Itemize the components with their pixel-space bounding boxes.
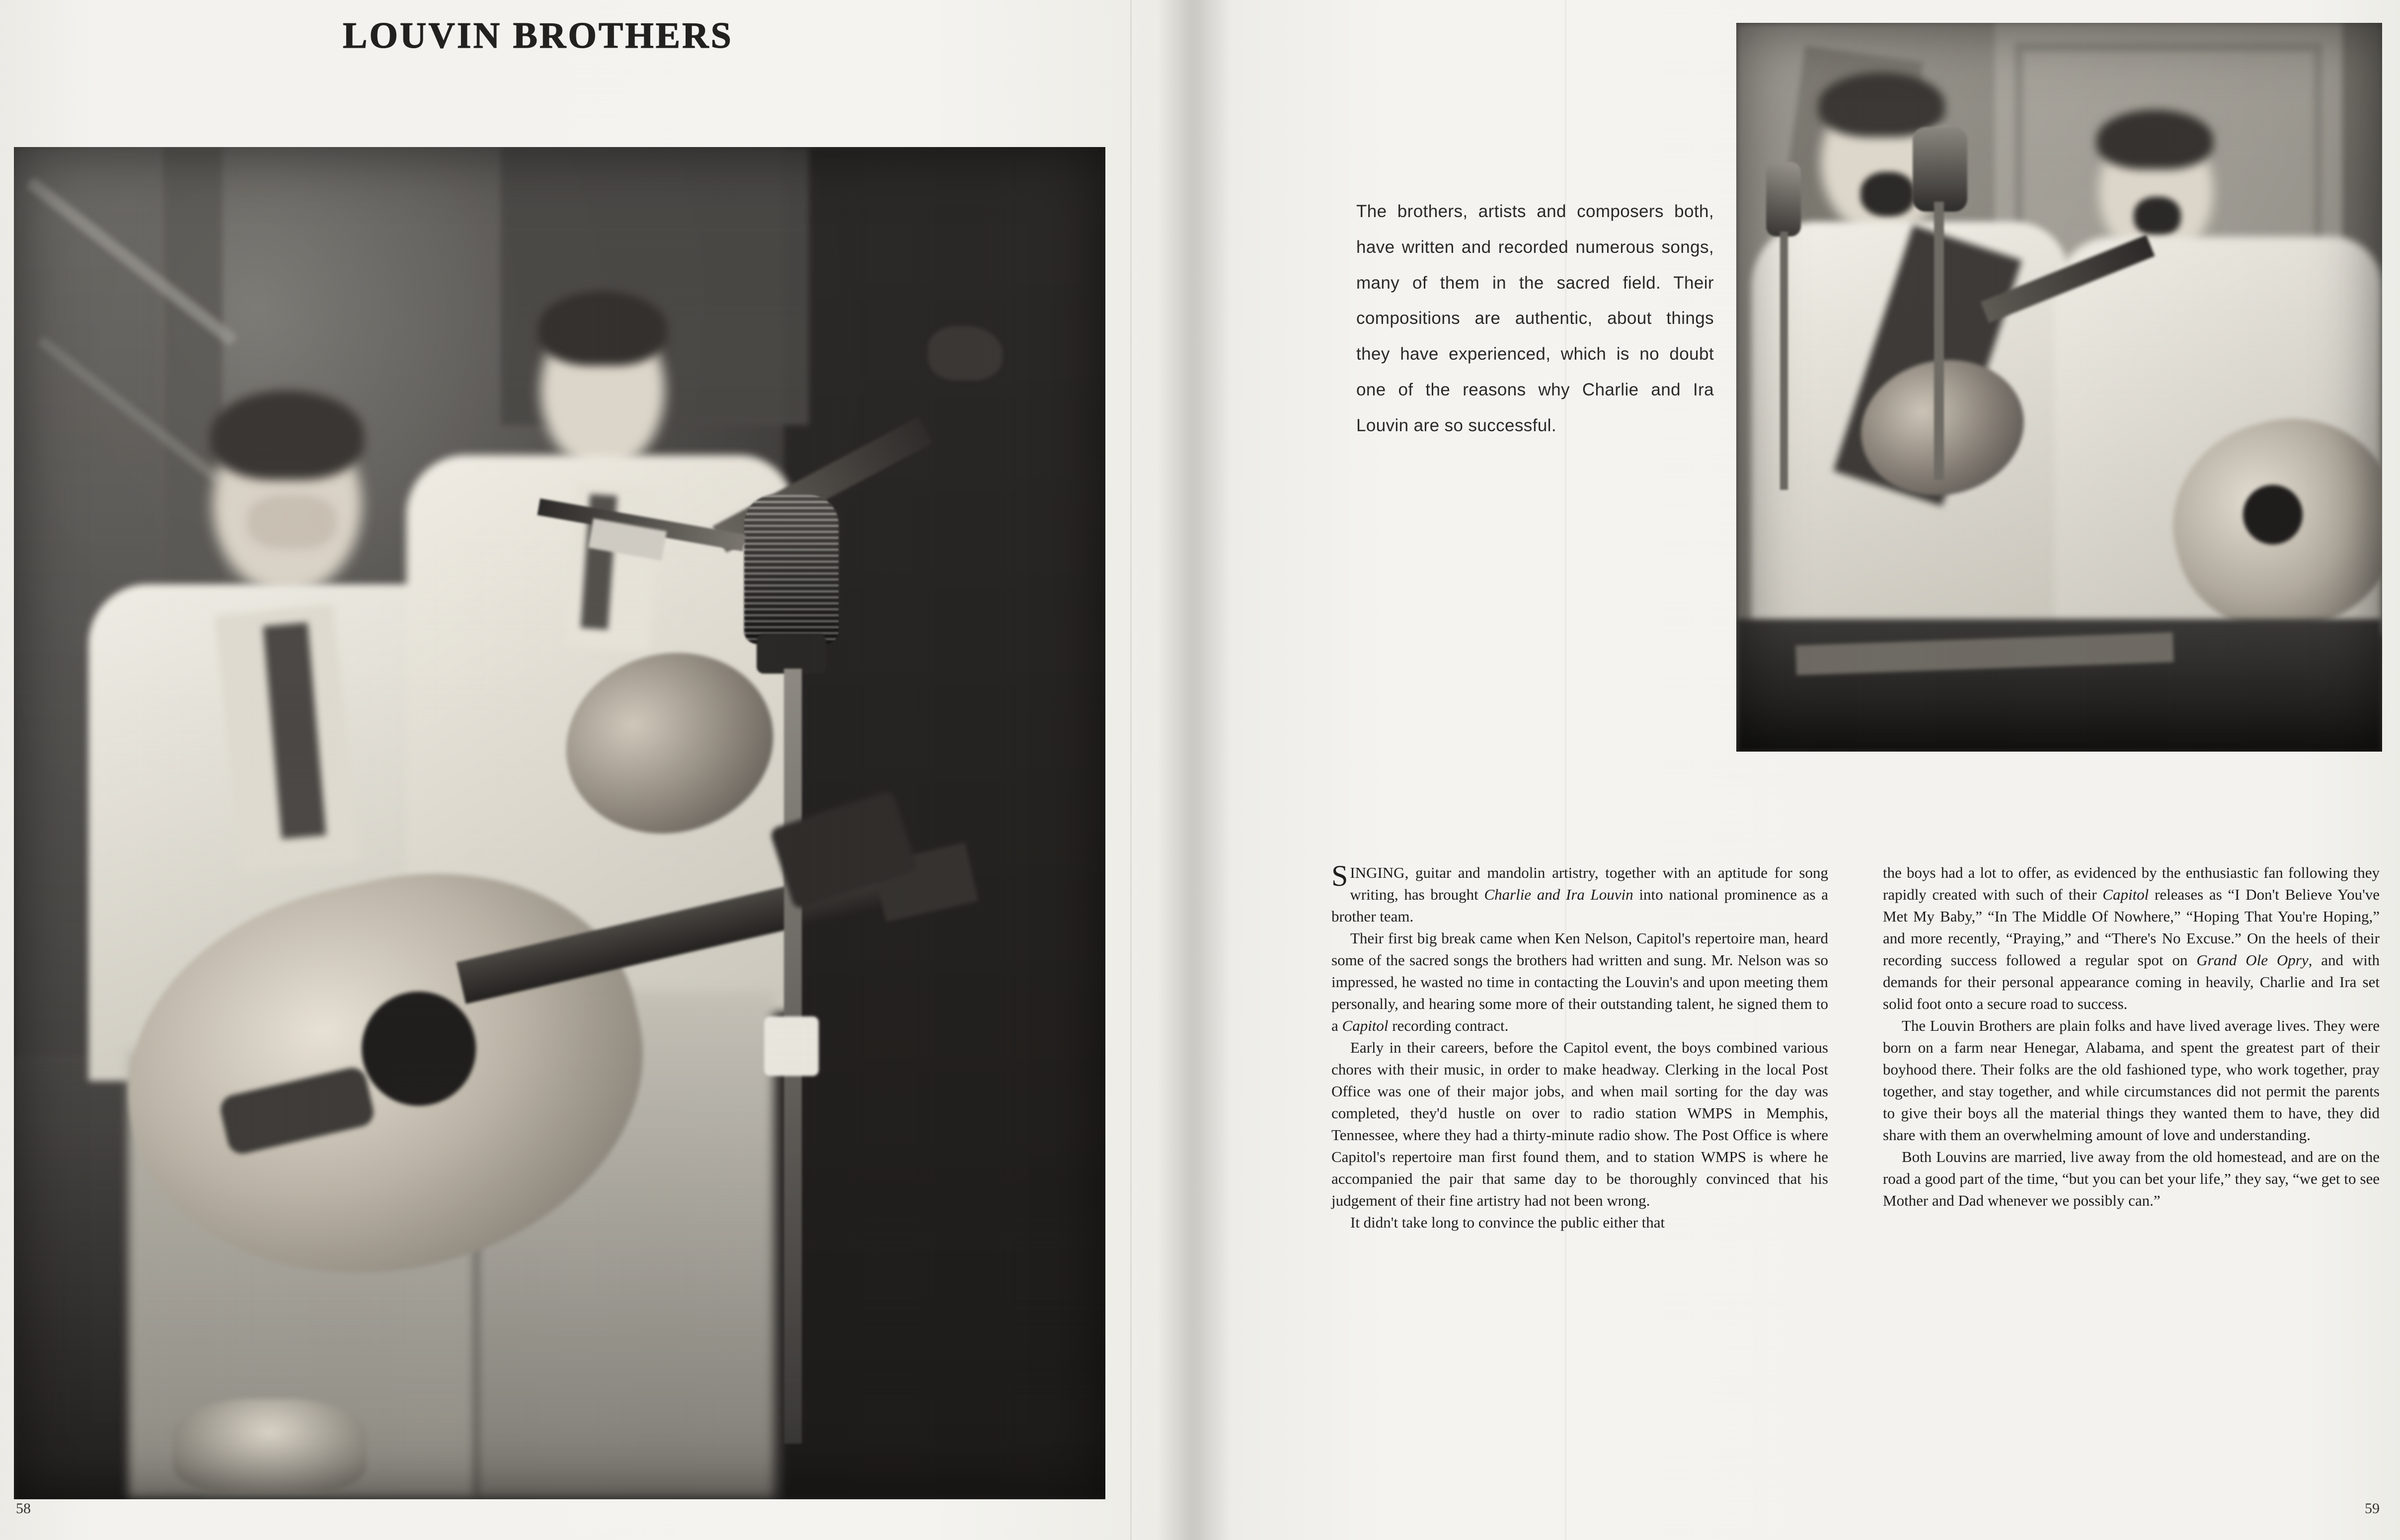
article-column-1 (1331, 859, 1828, 1233)
page-title: LOUVIN BROTHERS (343, 15, 733, 56)
article-paragraph: Early in their careers, before the Capitol event, the boys combined various chores with their music, in order to make headway. Clerking in the local Post Office was one of their major jobs, and when mail sorting for the day was completed, they'd hustle on over to radio station WMPS in Memphis, Tennessee, where they had a thirty-minute radio show. The Post Office is where Capitol's repertoire man first found them, and to station WMPS is where he accompanied the pair that same day to be thoroughly convinced that his judgement of their fine artistry had not been wrong. (1331, 1039, 1828, 1210)
intro-paragraph: The brothers, artists and composers both, have written and recorded numerous songs, many of them in the sacred field. Their compositions are authentic, about things they have experienced, which is no doubt one of the reasons why Charlie and Ira Louvin are so successful. (1356, 202, 1714, 435)
article-paragraph: Both Louvins are married, live away from the old homestead, and are on the road a good part of the time, “but you can bet your life,” they say, “we get to see Mother and Dad whenever we possibly can.” (1883, 1148, 2380, 1210)
article-paragraph: The Louvin Brothers are plain folks and have lived average lives. They were born on a farm near Henegar, Alabama, and spent the greatest part of their boyhood there. Their folks are the old fashioned type, who work together, pray together, and stay together, and while circumstances did not permit the parents to give their boys all the material things they wanted them to have, they did share with them an overwhelming amount of love and understanding. (1883, 1017, 2380, 1144)
drop-cap: S (1331, 859, 1348, 892)
louvin-brothers-performing-photo (14, 147, 1105, 1499)
article-paragraph: It didn't take long to convince the public either that (1350, 1214, 1665, 1232)
article-paragraph: the boys had a lot to offer, as evidenced by the enthusiastic fan following they rapidly created with such of their Capitol releases as “I Don't Believe You've Met My Baby,” “In The Middle Of Nowhere,” “Hoping That You're Hoping,” and more recently, “Praying,” and “There's No Excuse.” On the heels of their recording success followed a regular spot on Grand Ole Opry, and with demands for their personal appearance coming in heavily, Charlie and Ira set solid foot onto a secure road to success. (1883, 864, 2380, 1013)
article-paragraph (1331, 859, 1828, 927)
page-number-left: 58 (16, 1500, 31, 1517)
article-column-2 (1883, 862, 2380, 1212)
page-number-right: 59 (2365, 1500, 2380, 1517)
article-paragraph-text-1a: INGING, guitar and mandolin artistry, together with an aptitude for song writing, has brought Charlie and Ira Louvin into national prominence as a brother team. (1331, 864, 1828, 925)
louvin-brothers-singing-photo (1736, 23, 2382, 752)
article-paragraph: Their first big break came when Ken Nelson, Capitol's repertoire man, heard some of the sacred songs the brothers had written and sung. Mr. Nelson was so impressed, he wasted no time in contacting the Louvin's and upon meeting them personally, and hearing some more of their outstanding talent, he signed them to a Capitol recording contract. (1331, 929, 1828, 1035)
